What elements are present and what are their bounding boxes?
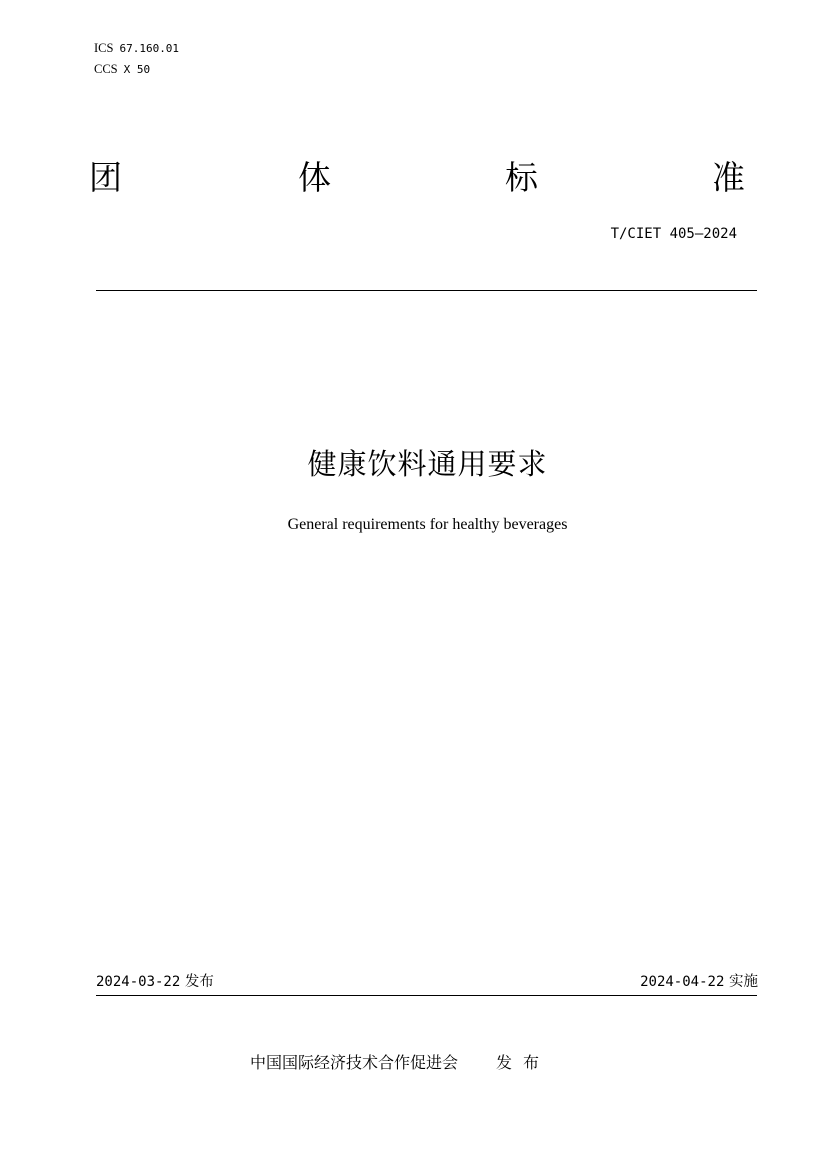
ics-code xyxy=(94,41,179,56)
standard-type-char-1: 团 xyxy=(89,158,122,197)
standard-number: T/CIET 405—2024 xyxy=(610,226,737,242)
footer-divider xyxy=(96,995,757,996)
ccs-label: CCS xyxy=(94,62,118,76)
document-title-en: General requirements for healthy beverages xyxy=(287,516,568,533)
publisher-organization: 中国国际经济技术合作促进会 xyxy=(250,1053,459,1072)
publisher-action: 发布 xyxy=(496,1053,551,1072)
implementation-date-line xyxy=(640,972,758,992)
ics-value: 67.160.01 xyxy=(119,42,180,55)
ics-label: ICS xyxy=(94,41,114,55)
publisher-line xyxy=(250,1052,550,1074)
header-divider xyxy=(96,290,757,291)
standard-type-char-4: 准 xyxy=(712,158,745,197)
document-title-zh: 健康饮料通用要求 xyxy=(307,447,548,481)
ccs-code xyxy=(94,62,150,77)
issue-date-line xyxy=(96,972,214,992)
issue-date: 2024-03-22 xyxy=(96,974,181,990)
implementation-label: 实施 xyxy=(729,974,758,990)
standard-type-char-3: 标 xyxy=(505,158,538,197)
standard-type-char-2: 体 xyxy=(298,158,331,197)
ccs-value: X 50 xyxy=(123,63,151,76)
implementation-date: 2024-04-22 xyxy=(640,974,725,990)
issue-label: 发布 xyxy=(184,974,214,990)
